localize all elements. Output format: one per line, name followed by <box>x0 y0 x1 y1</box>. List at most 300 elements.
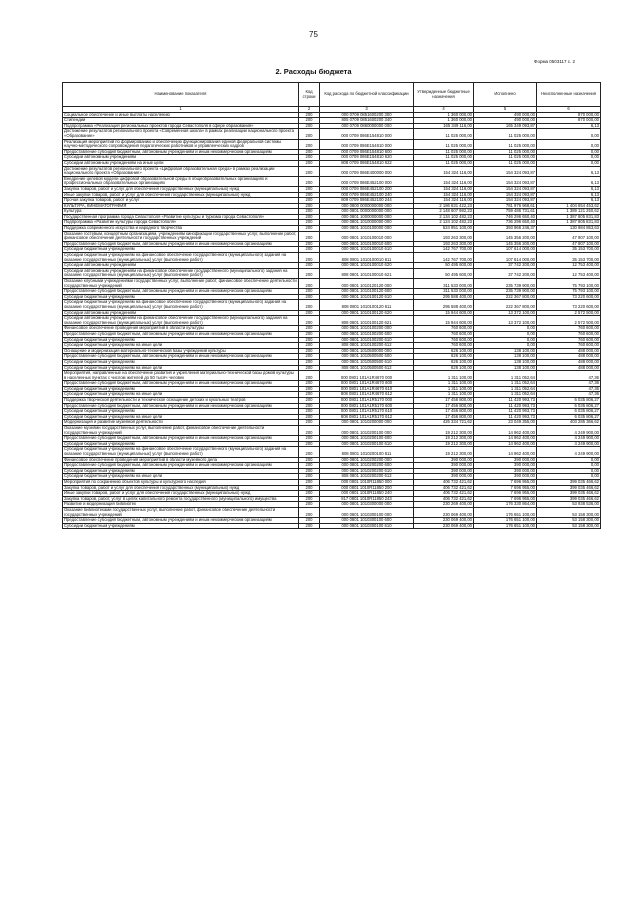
line-code: 200 <box>299 386 320 392</box>
page-number: 75 <box>309 30 318 39</box>
header-expense-code: Код расхода по бюджетной классификации <box>320 83 414 107</box>
unexecuted-amount: 0,00 <box>537 155 601 161</box>
unexecuted-amount: 47 907 100,00 <box>537 231 601 241</box>
indicator-name: Предоставление субсидий бюджетным, автономным учреждениям и иным некоммерческим организациям <box>63 381 299 387</box>
executed-amount: 390 000,00 <box>474 463 537 469</box>
indicator-name: Субсидии автономным учреждениям на финансовое обеспечение государственного (муниципального) задания на оказание государственных (муниципальных) услуг (выполнение работ) <box>63 268 299 278</box>
executed-amount: 235 739 900,00 <box>474 289 537 295</box>
approved-amount: 154 324 116,00 <box>414 192 474 198</box>
line-code: 200 <box>299 496 320 502</box>
line-code: 200 <box>299 426 320 436</box>
indicator-name: Оказание музеями государственных услуг, выполнение работ, финансовое обеспечение деятельности государственных учреждений <box>63 426 299 436</box>
unexecuted-amount: 0,00 <box>537 149 601 155</box>
line-code: 200 <box>299 123 320 129</box>
indicator-name: Субсидии автономным учреждениям <box>63 155 299 161</box>
unexecuted-amount: 1 404 654 453,62 <box>537 203 601 209</box>
line-code: 200 <box>299 337 320 343</box>
unexecuted-amount: 75 793 100,00 <box>537 279 601 289</box>
approved-amount: 626 100,00 <box>414 359 474 365</box>
indicator-name: Субсидии автономным учреждениям на иные цели <box>63 160 299 166</box>
indicator-name: Субсидии бюджетным учреждениям <box>63 337 299 343</box>
indicator-name: Достижение результатов регионального проекта «Цифровая образовательная среда» в рамках реализации национального проекта «Образование» <box>63 166 299 176</box>
executed-amount: 1 311 052,64 <box>474 371 537 381</box>
executed-amount: 7 696 955,00 <box>474 491 537 497</box>
approved-amount: 760 600,00 <box>414 343 474 349</box>
expense-code: 000 0801 1010100120 620 <box>320 310 414 316</box>
expense-code: 808 0801 1010100120 621 <box>320 316 414 326</box>
unexecuted-amount: 6,13 <box>537 123 601 129</box>
executed-amount: 154 324 093,87 <box>474 166 537 176</box>
executed-amount: 393 966 246,37 <box>474 226 537 232</box>
executed-amount: 1 311 052,64 <box>474 386 537 392</box>
unexecuted-amount: 4 249 900,00 <box>537 441 601 447</box>
executed-amount: 11 025 000,00 <box>474 155 537 161</box>
table-row <box>63 507 601 517</box>
expense-code: 000 0801 1000000000 000 <box>320 214 414 220</box>
executed-amount: 23 049 355,00 <box>474 420 537 426</box>
unexecuted-amount: 6,13 <box>537 192 601 198</box>
unexecuted-amount: 760 600,00 <box>537 343 601 349</box>
unexecuted-amount: 0,00 <box>537 468 601 474</box>
unexecuted-amount: 35 153 700,00 <box>537 253 601 263</box>
indicator-name: Стипендии <box>63 118 299 124</box>
expense-code: 000 0801 1010500000 000 <box>320 348 414 354</box>
indicator-name: Достижение результатов регионального проекта «Современная школа» в рамках реализации национального проекта «Образование» <box>63 129 299 139</box>
table-row <box>63 523 601 529</box>
executed-amount: 138 100,00 <box>474 348 537 354</box>
approved-amount: 311 533 000,00 <box>414 279 474 289</box>
expense-code: 000 0801 1010000000 000 <box>320 220 414 226</box>
approved-amount: 406 732 421,62 <box>414 491 474 497</box>
approved-amount: 154 324 116,00 <box>414 198 474 204</box>
approved-amount: 2 186 631 422,23 <box>414 203 474 209</box>
executed-amount: 154 324 093,87 <box>474 176 537 186</box>
unexecuted-amount: 47,36 <box>537 386 601 392</box>
unexecuted-amount: 47,36 <box>537 381 601 387</box>
approved-amount: 2 148 607 982,23 <box>414 209 474 215</box>
approved-amount: 406 732 421,62 <box>414 485 474 491</box>
executed-amount: 490 000,00 <box>474 118 537 124</box>
indicator-name: Субсидии бюджетным учреждениям <box>63 523 299 529</box>
unexecuted-amount: 0,00 <box>537 463 601 469</box>
executed-amount: 0,00 <box>474 331 537 337</box>
executed-amount: 759 486 731,61 <box>474 209 537 215</box>
expense-code: 000 0801 1010200100 000 <box>320 426 414 436</box>
approved-amount: 760 600,00 <box>414 337 474 343</box>
table-row <box>63 166 601 176</box>
approved-amount: 193 263 300,00 <box>414 241 474 247</box>
approved-amount: 390 000,00 <box>414 474 474 480</box>
unexecuted-amount: 2 572 500,00 <box>537 316 601 326</box>
unexecuted-amount: 870 000,00 <box>537 118 601 124</box>
unexecuted-amount: 75 793 100,00 <box>537 289 601 295</box>
approved-amount: 154 324 116,00 <box>414 186 474 192</box>
approved-amount: 19 212 300,00 <box>414 436 474 442</box>
executed-amount: 222 367 800,00 <box>474 300 537 310</box>
expense-code: 000 0801 0000000000 000 <box>320 209 414 215</box>
indicator-name: Оснащение и модернизация материально-технической базы учреждений культуры <box>63 348 299 354</box>
section-title: 2. Расходы бюджета <box>275 67 352 76</box>
executed-amount: 154 324 093,87 <box>474 192 537 198</box>
line-code: 200 <box>299 518 320 524</box>
line-code: 200 <box>299 149 320 155</box>
approved-amount: 2 124 102 482,23 <box>414 220 474 226</box>
line-code: 200 <box>299 247 320 253</box>
executed-amount: 11 420 993,73 <box>474 398 537 404</box>
header-line-code: Код строки <box>299 83 320 107</box>
executed-amount: 13 372 100,00 <box>474 316 537 326</box>
table-row <box>63 139 601 149</box>
approved-amount: 17 456 800,00 <box>414 398 474 404</box>
executed-amount: 176 651 100,00 <box>474 523 537 529</box>
indicator-name: Предоставление субсидий бюджетным, автономным учреждениям и иным некоммерческим организациям <box>63 149 299 155</box>
indicator-name: Субсидии бюджетным учреждениям на иные цели <box>63 365 299 371</box>
expense-code: 000 0801 101A1R4670 610 <box>320 386 414 392</box>
approved-amount: 760 600,00 <box>414 331 474 337</box>
expense-code: 000 0709 086E400000 000 <box>320 166 414 176</box>
unexecuted-amount: 6 035 806,27 <box>537 403 601 409</box>
line-code: 200 <box>299 447 320 457</box>
approved-amount: 390 000,00 <box>414 468 474 474</box>
line-code: 200 <box>299 209 320 215</box>
expense-code: 000 0801 1010200200 610 <box>320 468 414 474</box>
approved-amount: 165 349 116,00 <box>414 123 474 129</box>
table-row <box>63 279 601 289</box>
expense-code: 808 0801 101A1R5170 612 <box>320 414 414 420</box>
executed-amount: 107 614 000,00 <box>474 253 537 263</box>
expense-code: 000 0709 086E154810 000 <box>320 129 414 139</box>
approved-amount: 19 212 300,00 <box>414 447 474 457</box>
table-row <box>63 129 601 139</box>
indicator-name: Субсидии бюджетным учреждениям <box>63 409 299 415</box>
expense-code: 808 0801 1010500500 612 <box>320 365 414 371</box>
executed-amount: 0,00 <box>474 337 537 343</box>
executed-amount: 138 100,00 <box>474 365 537 371</box>
expense-code: 000 0709 086E154810 620 <box>320 155 414 161</box>
approved-amount: 50 495 600,00 <box>414 263 474 269</box>
indicator-name: Закупка товаров, работ и услуг для обеспечения государственных (муниципальных) нужд <box>63 485 299 491</box>
executed-amount: 37 742 200,00 <box>474 268 537 278</box>
line-code: 200 <box>299 112 320 118</box>
indicator-name: Предоставление субсидий бюджетным, автономным учреждениям и иным некоммерческим организациям <box>63 403 299 409</box>
line-code: 200 <box>299 316 320 326</box>
line-code: 200 <box>299 300 320 310</box>
executed-amount: 7 696 955,00 <box>474 479 537 485</box>
approved-amount: 390 000,00 <box>414 463 474 469</box>
approved-amount: 11 025 000,00 <box>414 155 474 161</box>
indicator-name: Предоставление субсидий бюджетным, автономным учреждениям и иным некоммерческим организациям <box>63 463 299 469</box>
unexecuted-amount: 47,36 <box>537 392 601 398</box>
indicator-name: Иные закупки товаров, работ и услуг для обеспечения государственных (муниципальных) нужд <box>63 491 299 497</box>
indicator-name: Финансовое обеспечение проведения мероприятий в области культуры <box>63 326 299 332</box>
expense-code: 000 0801 1010R11850 000 <box>320 479 414 485</box>
expense-code: 817 0801 1010R11850 243 <box>320 496 414 502</box>
indicator-name: Субсидии бюджетным учреждениям на иные цели <box>63 392 299 398</box>
approved-amount: 193 263 300,00 <box>414 231 474 241</box>
indicator-name: Государственная программа города Севастополя «Развитие культуры и туризма города Севастополя» <box>63 214 299 220</box>
line-code: 200 <box>299 214 320 220</box>
line-code: 200 <box>299 420 320 426</box>
indicator-name: Предоставление субсидий бюджетным, автономным учреждениям и иным некоммерческим организациям <box>63 354 299 360</box>
executed-amount: 138 100,00 <box>474 354 537 360</box>
table-row <box>63 300 601 310</box>
executed-amount: 14 962 400,00 <box>474 447 537 457</box>
unexecuted-amount: 6,13 <box>537 166 601 176</box>
expense-code: 000 0709 0851600200 300 <box>320 112 414 118</box>
line-code: 200 <box>299 474 320 480</box>
unexecuted-amount: 4 249 900,00 <box>537 426 601 436</box>
line-code: 200 <box>299 279 320 289</box>
expense-code: 000 0801 1010100200 600 <box>320 331 414 337</box>
executed-amount: 37 742 200,00 <box>474 263 537 269</box>
unexecuted-amount: 488 000,00 <box>537 359 601 365</box>
line-code: 200 <box>299 403 320 409</box>
indicator-name: Финансовое обеспечение проведения мероприятий в области музейного дела <box>63 457 299 463</box>
approved-amount: 11 025 000,00 <box>414 160 474 166</box>
line-code: 200 <box>299 371 320 381</box>
line-code: 200 <box>299 502 320 508</box>
expense-code: 000 0801 101A1R5170 600 <box>320 403 414 409</box>
line-code: 200 <box>299 491 320 497</box>
header-executed: Исполнено <box>474 83 537 107</box>
executed-amount: 176 330 864,00 <box>474 502 537 508</box>
indicator-name: Субсидии автономным учреждениям <box>63 310 299 316</box>
executed-amount: 0,00 <box>474 343 537 349</box>
unexecuted-amount: 488 000,00 <box>537 365 601 371</box>
expense-code: 000 0801 1010200200 600 <box>320 463 414 469</box>
executed-amount: 7 696 955,00 <box>474 485 537 491</box>
approved-amount: 11 025 000,00 <box>414 139 474 149</box>
executed-amount: 176 651 100,00 <box>474 518 537 524</box>
indicator-name: Субсидии бюджетным учреждениям <box>63 247 299 253</box>
line-code: 200 <box>299 155 320 161</box>
approved-amount: 406 732 421,62 <box>414 496 474 502</box>
line-code: 200 <box>299 485 320 491</box>
unexecuted-amount: 53 158 300,00 <box>537 518 601 524</box>
approved-amount: 17 456 800,00 <box>414 403 474 409</box>
indicator-name: Развитие и модернизация библиотек <box>63 502 299 508</box>
line-code: 200 <box>299 253 320 263</box>
unexecuted-amount: 4 249 900,00 <box>537 436 601 442</box>
indicator-name: Закупка товаров, работ и услуг для обеспечения государственных (муниципальных) нужд <box>63 186 299 192</box>
unexecuted-amount: 403 285 366,62 <box>537 420 601 426</box>
expense-code: 000 0709 0860000000 000 <box>320 123 414 129</box>
unexecuted-amount: 488 000,00 <box>537 354 601 360</box>
executed-amount: 1 311 052,64 <box>474 392 537 398</box>
executed-amount: 14 962 400,00 <box>474 441 537 447</box>
unexecuted-amount: 399 035 466,62 <box>537 479 601 485</box>
approved-amount: 1 360 000,00 <box>414 112 474 118</box>
executed-amount: 222 367 800,00 <box>474 294 537 300</box>
expense-code: 000 0709 086E452100 000 <box>320 176 414 186</box>
approved-amount: 19 212 300,00 <box>414 426 474 436</box>
indicator-name: Прочая закупка товаров, работ и услуг <box>63 198 299 204</box>
indicator-name: Субсидии бюджетным учреждениям <box>63 468 299 474</box>
indicator-name: Поддержка творческой деятельности и техническое оснащение детских и кукольных театров <box>63 398 299 404</box>
line-code: 200 <box>299 331 320 337</box>
line-code: 200 <box>299 414 320 420</box>
line-code: 200 <box>299 523 320 529</box>
executed-amount: 11 025 000,00 <box>474 139 537 149</box>
executed-amount: 390 000,00 <box>474 468 537 474</box>
executed-amount: 736 296 650,40 <box>474 220 537 226</box>
approved-amount: 230 069 400,00 <box>414 518 474 524</box>
executed-amount: 746 296 650,40 <box>474 214 537 220</box>
approved-amount: 1 311 100,00 <box>414 386 474 392</box>
unexecuted-amount: 53 158 300,00 <box>537 507 601 517</box>
unexecuted-amount: 399 035 466,62 <box>537 491 601 497</box>
indicator-name: Поддержка современного искусства и народного творчества <box>63 226 299 232</box>
line-code: 200 <box>299 268 320 278</box>
line-code: 200 <box>299 220 320 226</box>
line-code: 200 <box>299 326 320 332</box>
approved-amount: 1 360 000,00 <box>414 118 474 124</box>
line-code: 200 <box>299 359 320 365</box>
expense-code: 000 0801 1010100000 000 <box>320 226 414 232</box>
indicator-name: Субсидии бюджетным учреждениям <box>63 359 299 365</box>
approved-amount: 295 588 400,00 <box>414 294 474 300</box>
approved-amount: 626 100,00 <box>414 354 474 360</box>
expense-code: 808 0801 1010100120 611 <box>320 300 414 310</box>
indicator-name: Социальное обеспечение и иные выплаты населению <box>63 112 299 118</box>
executed-amount: 11 025 000,00 <box>474 160 537 166</box>
form-label: Форма 0503117 с. 2 <box>534 59 575 64</box>
indicator-name: Предоставление субсидий бюджетным, автономным учреждениям и иным некоммерческим организациям <box>63 331 299 337</box>
executed-amount: 1 311 052,64 <box>474 381 537 387</box>
unexecuted-amount: 6,13 <box>537 176 601 186</box>
line-code: 200 <box>299 507 320 517</box>
line-code: 200 <box>299 381 320 387</box>
approved-amount: 406 732 421,62 <box>414 479 474 485</box>
unexecuted-amount: 0,00 <box>537 474 601 480</box>
unexecuted-amount: 47,36 <box>537 371 601 381</box>
approved-amount: 524 951 100,00 <box>414 226 474 232</box>
approved-amount: 295 588 400,00 <box>414 300 474 310</box>
unexecuted-amount: 760 600,00 <box>537 331 601 337</box>
expense-code: 805 0709 0851600200 340 <box>320 118 414 124</box>
unexecuted-amount: 0,00 <box>537 457 601 463</box>
expense-code: 000 0801 1010300100 000 <box>320 507 414 517</box>
table-row <box>63 176 601 186</box>
indicator-name: Субсидии бюджетным учреждениям на иные цели <box>63 474 299 480</box>
line-code: 200 <box>299 463 320 469</box>
executed-amount: 165 349 093,87 <box>474 123 537 129</box>
line-code: 200 <box>299 192 320 198</box>
unexecuted-amount: 12 753 400,00 <box>537 263 601 269</box>
unexecuted-amount: 399 035 466,62 <box>537 485 601 491</box>
line-code: 200 <box>299 176 320 186</box>
approved-amount: 11 025 000,00 <box>414 129 474 139</box>
indicator-name: Субсидии бюджетным учреждениям на иные цели <box>63 343 299 349</box>
executed-amount: 138 100,00 <box>474 359 537 365</box>
unexecuted-amount: 2 572 500,00 <box>537 310 601 316</box>
expense-code: 808 0709 086E154810 622 <box>320 160 414 166</box>
table-body <box>63 112 601 529</box>
approved-amount: 230 269 400,00 <box>414 502 474 508</box>
table-row <box>63 447 601 457</box>
approved-amount: 1 311 100,00 <box>414 371 474 381</box>
expense-code: 000 0801 1010100200 000 <box>320 326 414 332</box>
unexecuted-amount: 4 249 900,00 <box>537 447 601 457</box>
expense-code: 000 0801 1010200200 000 <box>320 457 414 463</box>
table-row <box>63 316 601 326</box>
line-code: 200 <box>299 436 320 442</box>
executed-amount: 154 324 093,87 <box>474 186 537 192</box>
column-number: 4 <box>414 107 474 113</box>
indicator-name: Субсидии бюджетным учреждениям на финансовое обеспечение государственного (муниципального) задания на оказание государственных (муниципальных) услуг (выполнение работ) <box>63 300 299 310</box>
unexecuted-amount: 760 600,00 <box>537 337 601 343</box>
unexecuted-amount: 47 907 100,00 <box>537 241 601 247</box>
unexecuted-amount: 0,00 <box>537 139 601 149</box>
executed-amount: 11 420 993,73 <box>474 409 537 415</box>
budget-table <box>62 82 601 529</box>
table-row <box>63 371 601 381</box>
executed-amount: 7 696 955,00 <box>474 496 537 502</box>
executed-amount: 0,00 <box>474 326 537 332</box>
line-code: 200 <box>299 160 320 166</box>
executed-amount: 14 962 400,00 <box>474 426 537 436</box>
table-row <box>63 231 601 241</box>
indicator-name: Мероприятия по сохранению объектов культуры и культурного наследия <box>63 479 299 485</box>
expense-code: 000 0709 086E452100 240 <box>320 192 414 198</box>
approved-amount: 1 311 100,00 <box>414 381 474 387</box>
indicator-name: Подпрограмма «Развитие культуры города Севастополя» <box>63 220 299 226</box>
line-code: 200 <box>299 398 320 404</box>
approved-amount: 17 456 800,00 <box>414 409 474 415</box>
approved-amount: 230 069 400,00 <box>414 523 474 529</box>
line-code: 200 <box>299 441 320 447</box>
indicator-name: Субсидии бюджетным учреждениям <box>63 386 299 392</box>
indicator-name: Предоставление субсидий бюджетным, автономным учреждениям и иным некоммерческим организациям <box>63 436 299 442</box>
executed-amount: 390 000,00 <box>474 457 537 463</box>
expense-code: 000 0801 1010100010 620 <box>320 263 414 269</box>
line-code: 200 <box>299 198 320 204</box>
approved-amount: 154 324 116,00 <box>414 176 474 186</box>
approved-amount: 760 600,00 <box>414 326 474 332</box>
executed-amount: 13 372 100,00 <box>474 310 537 316</box>
expense-code: 000 0801 1010200100 600 <box>320 436 414 442</box>
expense-code: 000 0801 101A1R5170 610 <box>320 409 414 415</box>
unexecuted-amount: 53 938 536,00 <box>537 502 601 508</box>
indicator-name: Реализация мероприятий по формированию и обеспечению функционирования единой федеральной системы научно-методического сопровождения педагогических работников и управленческих кадров <box>63 139 299 149</box>
indicator-name: Оказание гостевым, концертным организациям, учреждениям кинофикации государственных услуг, выполнение работ, финансовое обеспечение деятельности государственных учреждений <box>63 231 299 241</box>
line-code: 200 <box>299 118 320 124</box>
executed-amount: 781 976 968,61 <box>474 203 537 209</box>
unexecuted-amount: 870 000,00 <box>537 112 601 118</box>
indicator-name: Модернизация и развитие музейной деятельности <box>63 420 299 426</box>
approved-amount: 626 100,00 <box>414 348 474 354</box>
header-unexecuted: Неисполненные назначения <box>537 83 601 107</box>
unexecuted-amount: 6 035 806,27 <box>537 409 601 415</box>
expense-code: 000 0801 1010R11850 240 <box>320 491 414 497</box>
line-code: 200 <box>299 343 320 349</box>
approved-amount: 142 767 700,00 <box>414 247 474 253</box>
table-row <box>63 253 601 263</box>
indicator-name: Иные закупки товаров, работ и услуг для обеспечения государственных (муниципальных) нужд <box>63 192 299 198</box>
unexecuted-amount: 1 387 805 831,83 <box>537 214 601 220</box>
unexecuted-amount: 6 035 806,27 <box>537 414 601 420</box>
executed-amount: 107 614 000,00 <box>474 247 537 253</box>
line-code: 200 <box>299 348 320 354</box>
expense-code: 000 0801 1010100010 000 <box>320 231 414 241</box>
indicator-name: Субсидии бюджетным учреждениям на финансовое обеспечение государственного (муниципального) задания на оказание государственных (муниципальных) услуг (выполнение работ) <box>63 447 299 457</box>
expense-code: 808 0801 1010200100 611 <box>320 447 414 457</box>
expense-code: 000 0709 086E154810 600 <box>320 149 414 155</box>
line-code: 200 <box>299 365 320 371</box>
indicator-name: Оказание библиотеками государственных услуг, выполнение работ, финансовое обеспечение деятельности государственных учреждений <box>63 507 299 517</box>
line-code: 200 <box>299 468 320 474</box>
column-number: 1 <box>63 107 299 113</box>
